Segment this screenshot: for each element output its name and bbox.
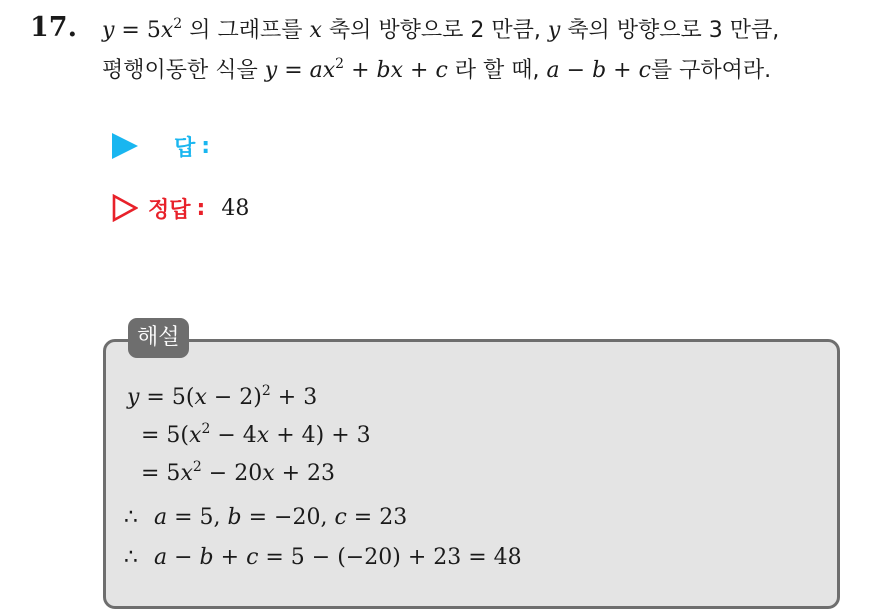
math-var-b: b [199,545,214,570]
question-text: 축의 방향으로 2 만큼, [321,18,548,43]
solution-line-1 [127,383,317,413]
outline-play-icon [112,194,138,222]
solution-line-5 [124,543,522,573]
correct-answer-value: 48 [221,195,250,221]
math-var-x: x [160,18,174,43]
question-text: 를 구하여라. [650,58,772,83]
math-var-y: y [547,18,561,43]
math-var-y: y [264,58,278,83]
solution-line-4 [124,503,407,533]
math-exponent: 2 [192,459,202,475]
math-var-y: y [127,385,140,410]
math-var-x: x [309,18,322,43]
math-text: = −20, [241,505,335,530]
math-var-x: x [180,461,193,486]
correct-answer-row [112,192,249,224]
filled-play-icon [112,133,138,159]
math-text: − 4 [210,423,257,448]
math-var-x: x [390,58,404,83]
math-var-b: b [376,58,391,83]
therefore-symbol: ∴ [124,545,138,570]
math-var-b: b [592,58,607,83]
correct-answer-label: 정답 [148,197,191,223]
math-var-a: a [154,545,168,570]
math-exponent: 2 [173,16,183,32]
math-text: + [403,58,436,83]
math-text: − 2) [206,385,262,410]
math-text: = 5 [141,461,181,486]
math-text: = 5, [167,505,228,530]
math-text: = [277,58,310,83]
math-var-x: x [262,461,275,486]
math-exponent: 2 [261,383,271,399]
math-text: + [213,545,247,570]
question-text: 의 그래프를 [182,18,310,43]
math-var-x: x [189,423,202,448]
math-var-a: a [546,58,560,83]
answer-row [112,130,210,162]
question-text: 평행이동한 식을 [102,58,265,83]
therefore-symbol: ∴ [124,505,138,530]
math-var-c: c [638,58,651,83]
math-text: = 5 [114,18,161,43]
math-text: − 20 [201,461,263,486]
math-text: = 5( [141,423,190,448]
math-var-c: c [334,505,347,530]
math-var-x: x [256,423,270,448]
answer-label: 답 [174,135,196,161]
math-text: − [559,58,593,83]
math-text: + 4) + 3 [269,423,371,448]
question-number: 17. [30,12,77,43]
math-exponent: 2 [201,421,211,437]
math-var-y: y [102,18,115,43]
math-var-a: a [309,58,323,83]
math-var-c: c [435,58,448,83]
math-text: + [606,58,639,83]
solution-line-3 [141,459,335,489]
correct-answer-colon: : [196,195,206,221]
question-text: 축의 방향으로 3 만큼, [560,18,780,43]
math-var-a: a [154,505,168,530]
math-var-x: x [322,58,336,83]
math-text: = 23 [346,505,408,530]
question-text: 라 할 때, [447,58,547,83]
math-text: + [344,58,377,83]
math-text: = 5( [139,385,195,410]
question-text-line-2 [102,56,771,86]
math-var-b: b [227,505,242,530]
math-text: + 3 [270,385,318,410]
math-exponent: 2 [335,56,345,72]
solution-line-2 [141,421,371,451]
math-text: − [167,545,200,570]
math-text: = 5 − (−20) + 23 = 48 [258,545,522,570]
math-text: + 23 [274,461,336,486]
math-var-x: x [194,385,207,410]
explanation-tab: 해설 [128,318,189,358]
math-var-c: c [246,545,259,570]
question-text-line-1 [102,16,779,46]
answer-colon: : [201,133,211,159]
